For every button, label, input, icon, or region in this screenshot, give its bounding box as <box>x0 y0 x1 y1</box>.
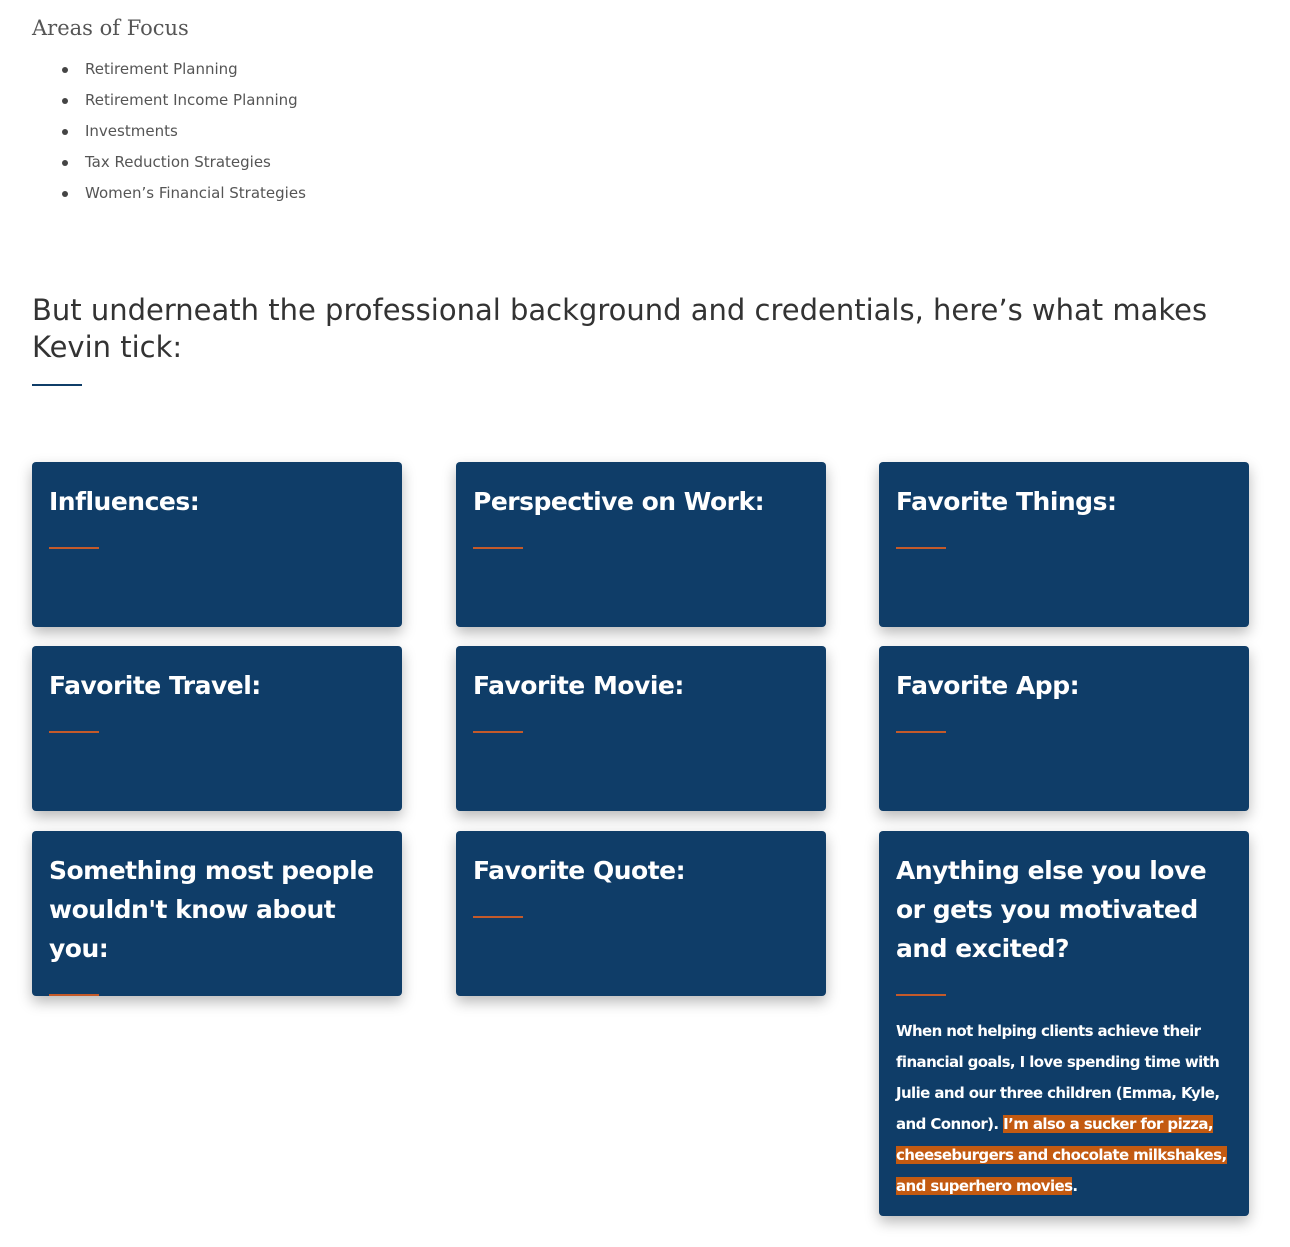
card-favorite-things <box>879 462 1249 627</box>
card-divider <box>896 994 946 996</box>
areas-of-focus-title: Areas of Focus <box>32 16 189 40</box>
card-divider <box>49 547 99 549</box>
card-title: Something most people wouldn't know about you: <box>49 856 374 963</box>
list-item: Women’s Financial Strategies <box>60 178 306 209</box>
card-body-highlighted: I’m also a sucker for pizza, cheeseburgers and chocolate milkshakes, and superhero movies <box>896 1115 1227 1195</box>
card-perspective-on-work <box>456 462 826 627</box>
card-favorite-travel <box>32 646 402 811</box>
card-divider <box>896 547 946 549</box>
card-divider <box>473 731 523 733</box>
card-title: Favorite Movie: <box>473 671 684 700</box>
intro-heading: But underneath the professional background and credentials, here’s what makes Kevin tick: <box>32 293 1208 364</box>
card-title: Anything else you love or gets you motivated and excited? <box>896 856 1207 963</box>
card-title: Favorite Travel: <box>49 671 261 700</box>
card-divider <box>896 731 946 733</box>
card-influences <box>32 462 402 627</box>
heading-divider <box>32 384 82 386</box>
card-anything-else <box>879 831 1249 1216</box>
card-body-end: . <box>1072 1177 1078 1195</box>
card-something-most-people-dont-know <box>32 831 402 996</box>
card-title: Perspective on Work: <box>473 487 765 516</box>
card-title: Favorite App: <box>896 671 1080 700</box>
card-divider <box>473 547 523 549</box>
card-title: Influences: <box>49 487 200 516</box>
card-divider <box>473 916 523 918</box>
card-divider <box>49 731 99 733</box>
card-favorite-app <box>879 646 1249 811</box>
list-item: Tax Reduction Strategies <box>60 147 306 178</box>
card-body-plain: When not helping clients achieve their financial goals, I love spending time with Julie and our three children (Emma, Kyle, and Connor). <box>896 1022 1220 1133</box>
list-item: Investments <box>60 116 306 147</box>
card-favorite-movie <box>456 646 826 811</box>
list-item: Retirement Planning <box>60 54 306 85</box>
list-item: Retirement Income Planning <box>60 85 306 116</box>
card-body-text <box>896 1016 1232 1202</box>
card-favorite-quote <box>456 831 826 996</box>
card-divider <box>49 994 99 996</box>
areas-of-focus-list <box>60 54 306 209</box>
card-title: Favorite Things: <box>896 487 1117 516</box>
card-title: Favorite Quote: <box>473 856 686 885</box>
